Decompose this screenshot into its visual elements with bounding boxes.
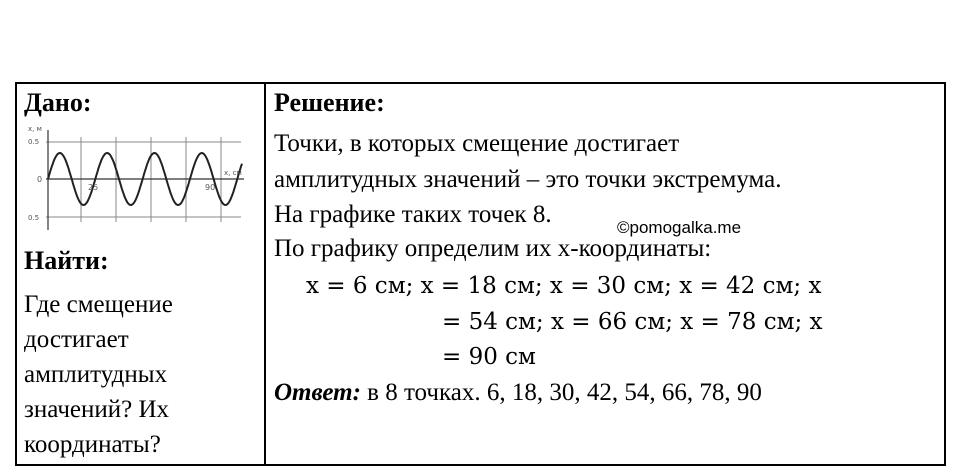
solution-line: На графике таких точек 8.: [274, 201, 552, 228]
graph-x-axis-label: x, см: [224, 169, 242, 177]
solution-line: По графику определим их x-координаты:: [274, 235, 712, 262]
solution-header: Решение:: [274, 88, 385, 117]
question-line: амплитудных: [24, 361, 168, 388]
solution-line: Точки, в которых смещение достигает: [274, 130, 680, 157]
answer-line: [274, 377, 762, 409]
question-line: Где смещение: [24, 291, 173, 318]
find-header: Найти:: [24, 246, 109, 275]
find-question: [24, 287, 259, 462]
right-column: [266, 84, 944, 464]
answer-text: в 8 точках. 6, 18, 30, 42, 54, 66, 78, 90: [360, 379, 762, 406]
question-line: значений? Их: [24, 396, 170, 423]
graph-y-axis-label: x, м: [28, 125, 42, 133]
graph-x-tick-2: 90: [205, 183, 216, 192]
watermark: ©pomogalka.me: [617, 218, 742, 237]
math-line: = 90 см: [442, 344, 536, 370]
graph-y-bottom-tick: 0.5: [28, 214, 40, 222]
answer-label: Ответ:: [274, 379, 361, 406]
left-column: [17, 84, 264, 464]
given-graph: [26, 122, 246, 236]
solution-line: амплитудных значений – это точки экстремума.: [274, 166, 782, 193]
math-line: x = 6 см; x = 18 см; x = 30 см; x = 42 см; x: [306, 273, 822, 299]
question-line: координаты?: [24, 431, 161, 458]
graph-origin-label: 0: [37, 175, 43, 184]
given-header: Дано:: [24, 88, 92, 117]
question-line: достигает: [24, 326, 129, 353]
math-line: = 54 см; x = 66 см; x = 78 см; x: [442, 309, 823, 335]
graph-x-tick: 25: [88, 183, 99, 192]
solution-table: [15, 82, 946, 466]
graph-y-top-tick: 0.5: [28, 138, 40, 146]
